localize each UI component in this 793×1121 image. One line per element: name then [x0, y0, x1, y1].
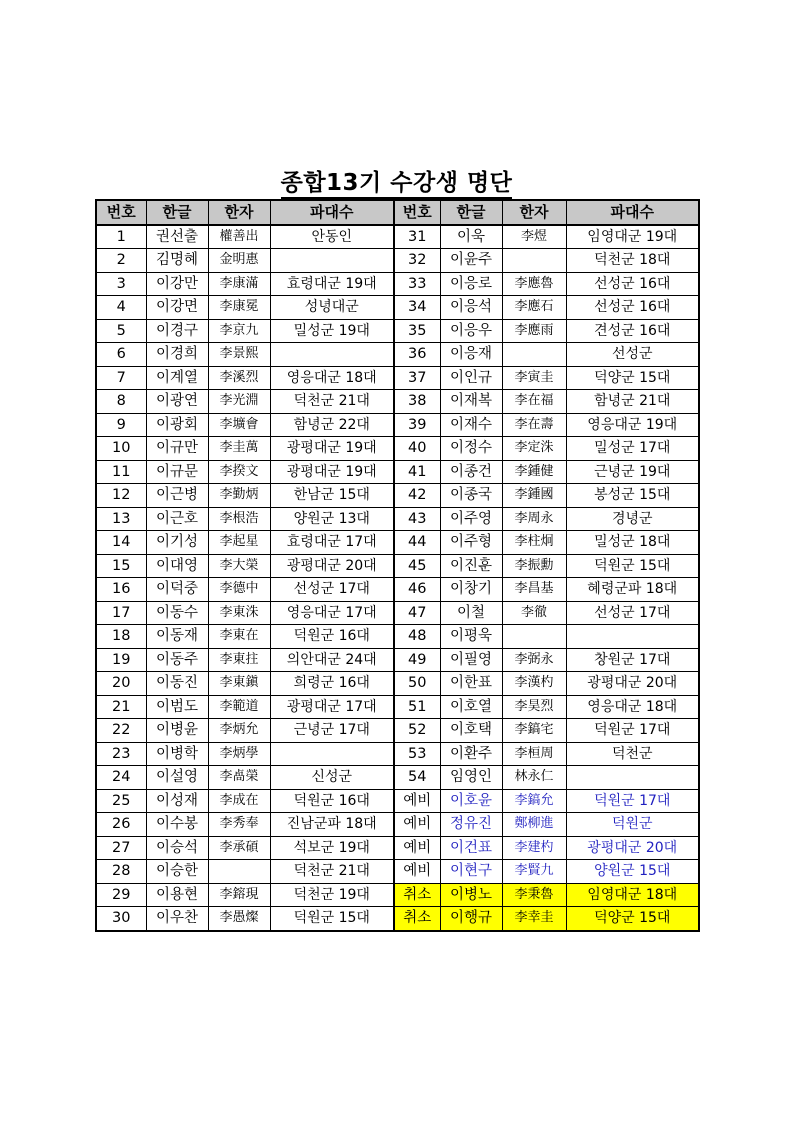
table-row: [96, 366, 699, 390]
left-lineage-cell: 진남군파 18대: [270, 813, 394, 837]
right-lineage-cell: [566, 625, 699, 649]
right-hanja-name-cell: 李昊烈: [502, 695, 566, 719]
left-number-cell: 26: [96, 813, 146, 837]
left-hanja-name-cell: 李溪烈: [208, 366, 270, 390]
left-hanja-name-cell: 李勤炳: [208, 484, 270, 508]
left-number-cell: 18: [96, 625, 146, 649]
left-korean-name-cell: 이근병: [146, 484, 208, 508]
right-number-cell: 44: [394, 531, 440, 555]
right-lineage-cell: 덕양군 15대: [566, 907, 699, 931]
table-row: [96, 343, 699, 367]
left-lineage-cell: 효령대군 19대: [270, 272, 394, 296]
right-lineage-cell: 덕원군 15대: [566, 554, 699, 578]
right-lineage-cell: 경녕군: [566, 507, 699, 531]
right-number-cell: 41: [394, 460, 440, 484]
table-row: [96, 272, 699, 296]
right-lineage-cell: 함녕군 21대: [566, 390, 699, 414]
left-lineage-cell: 성녕대군: [270, 296, 394, 320]
left-korean-name-cell: 이성재: [146, 789, 208, 813]
left-lineage-cell: 안동인: [270, 225, 394, 249]
left-lineage-cell: [270, 249, 394, 273]
header-korean-name: 한글: [440, 200, 502, 225]
right-lineage-cell: 덕천군: [566, 742, 699, 766]
left-korean-name-cell: 이동재: [146, 625, 208, 649]
right-korean-name-cell: 이건표: [440, 836, 502, 860]
table-row: [96, 860, 699, 884]
right-hanja-name-cell: 李鍾國: [502, 484, 566, 508]
left-number-cell: 17: [96, 601, 146, 625]
right-hanja-name-cell: 李應雨: [502, 319, 566, 343]
left-number-cell: 15: [96, 554, 146, 578]
table-row: [96, 742, 699, 766]
header-hanja-name: 한자: [208, 200, 270, 225]
left-korean-name-cell: 이우찬: [146, 907, 208, 931]
left-number-cell: 19: [96, 648, 146, 672]
left-hanja-name-cell: 李壙會: [208, 413, 270, 437]
right-hanja-name-cell: 李寅圭: [502, 366, 566, 390]
right-korean-name-cell: 이필영: [440, 648, 502, 672]
right-hanja-name-cell: 李弼永: [502, 648, 566, 672]
right-lineage-cell: [566, 766, 699, 790]
right-hanja-name-cell: 李周永: [502, 507, 566, 531]
right-lineage-cell: 선성군 16대: [566, 296, 699, 320]
left-hanja-name-cell: 李德中: [208, 578, 270, 602]
right-korean-name-cell: 이호열: [440, 695, 502, 719]
left-korean-name-cell: 이강면: [146, 296, 208, 320]
right-number-cell: 39: [394, 413, 440, 437]
left-number-cell: 28: [96, 860, 146, 884]
left-hanja-name-cell: 李範道: [208, 695, 270, 719]
left-korean-name-cell: 이기성: [146, 531, 208, 555]
right-number-cell: 33: [394, 272, 440, 296]
table-row: [96, 578, 699, 602]
left-hanja-name-cell: 李揆文: [208, 460, 270, 484]
left-hanja-name-cell: 李鎔現: [208, 883, 270, 907]
left-number-cell: 10: [96, 437, 146, 461]
right-number-cell: 50: [394, 672, 440, 696]
right-number-cell: 45: [394, 554, 440, 578]
left-number-cell: 23: [96, 742, 146, 766]
left-korean-name-cell: 이승한: [146, 860, 208, 884]
header-number: 번호: [96, 200, 146, 225]
right-korean-name-cell: 이한표: [440, 672, 502, 696]
left-lineage-cell: [270, 343, 394, 367]
right-number-cell: 예비: [394, 813, 440, 837]
left-korean-name-cell: 이덕중: [146, 578, 208, 602]
table-row: [96, 719, 699, 743]
right-lineage-cell: 선성군: [566, 343, 699, 367]
right-number-cell: 32: [394, 249, 440, 273]
left-korean-name-cell: 이근호: [146, 507, 208, 531]
left-hanja-name-cell: 李景熙: [208, 343, 270, 367]
header-number: 번호: [394, 200, 440, 225]
left-number-cell: 29: [96, 883, 146, 907]
left-number-cell: 9: [96, 413, 146, 437]
right-number-cell: 35: [394, 319, 440, 343]
left-number-cell: 27: [96, 836, 146, 860]
left-hanja-name-cell: 李康滿: [208, 272, 270, 296]
right-number-cell: 예비: [394, 789, 440, 813]
left-korean-name-cell: 이수봉: [146, 813, 208, 837]
right-korean-name-cell: 이종국: [440, 484, 502, 508]
left-hanja-name-cell: [208, 860, 270, 884]
table-row: [96, 695, 699, 719]
left-lineage-cell: 양원군 13대: [270, 507, 394, 531]
left-number-cell: 1: [96, 225, 146, 249]
right-hanja-name-cell: 李應石: [502, 296, 566, 320]
right-number-cell: 47: [394, 601, 440, 625]
right-korean-name-cell: 이병노: [440, 883, 502, 907]
right-korean-name-cell: 이호윤: [440, 789, 502, 813]
right-lineage-cell: 덕양군 15대: [566, 366, 699, 390]
left-lineage-cell: 희령군 16대: [270, 672, 394, 696]
left-korean-name-cell: 이승석: [146, 836, 208, 860]
left-number-cell: 3: [96, 272, 146, 296]
right-hanja-name-cell: [502, 625, 566, 649]
left-number-cell: 4: [96, 296, 146, 320]
right-number-cell: 40: [394, 437, 440, 461]
left-lineage-cell: 효령대군 17대: [270, 531, 394, 555]
right-korean-name-cell: 이철: [440, 601, 502, 625]
right-lineage-cell: 근녕군 19대: [566, 460, 699, 484]
right-korean-name-cell: 이응로: [440, 272, 502, 296]
left-korean-name-cell: 이동진: [146, 672, 208, 696]
left-hanja-name-cell: 李秀奉: [208, 813, 270, 837]
right-korean-name-cell: 이행규: [440, 907, 502, 931]
right-number-cell: 취소: [394, 883, 440, 907]
right-number-cell: 42: [394, 484, 440, 508]
left-hanja-name-cell: 李圭萬: [208, 437, 270, 461]
right-korean-name-cell: 이재수: [440, 413, 502, 437]
left-hanja-name-cell: 李成在: [208, 789, 270, 813]
table-row: [96, 883, 699, 907]
right-number-cell: 예비: [394, 836, 440, 860]
right-number-cell: 53: [394, 742, 440, 766]
right-number-cell: 54: [394, 766, 440, 790]
left-lineage-cell: 의안대군 24대: [270, 648, 394, 672]
left-hanja-name-cell: 李東在: [208, 625, 270, 649]
right-korean-name-cell: 이주영: [440, 507, 502, 531]
left-korean-name-cell: 김명혜: [146, 249, 208, 273]
right-hanja-name-cell: [502, 343, 566, 367]
right-korean-name-cell: 이종건: [440, 460, 502, 484]
table-row: [96, 625, 699, 649]
left-korean-name-cell: 이범도: [146, 695, 208, 719]
right-number-cell: 51: [394, 695, 440, 719]
left-lineage-cell: 덕원군 16대: [270, 789, 394, 813]
right-korean-name-cell: 이창기: [440, 578, 502, 602]
right-lineage-cell: 덕원군 17대: [566, 719, 699, 743]
left-number-cell: 5: [96, 319, 146, 343]
right-lineage-cell: 양원군 15대: [566, 860, 699, 884]
table-row: [96, 648, 699, 672]
right-korean-name-cell: 이욱: [440, 225, 502, 249]
right-korean-name-cell: 이응석: [440, 296, 502, 320]
right-korean-name-cell: 이환주: [440, 742, 502, 766]
right-korean-name-cell: 이정수: [440, 437, 502, 461]
table-row: [96, 437, 699, 461]
right-korean-name-cell: 이인규: [440, 366, 502, 390]
table-row: [96, 813, 699, 837]
left-number-cell: 6: [96, 343, 146, 367]
left-lineage-cell: 영응대군 18대: [270, 366, 394, 390]
right-hanja-name-cell: 李振勳: [502, 554, 566, 578]
left-number-cell: 30: [96, 907, 146, 931]
right-lineage-cell: 광평대군 20대: [566, 672, 699, 696]
left-korean-name-cell: 이계열: [146, 366, 208, 390]
left-lineage-cell: 덕천군 21대: [270, 860, 394, 884]
right-korean-name-cell: 이현구: [440, 860, 502, 884]
right-lineage-cell: 밀성군 18대: [566, 531, 699, 555]
left-korean-name-cell: 이병윤: [146, 719, 208, 743]
table-row: [96, 554, 699, 578]
table-row: [96, 413, 699, 437]
left-number-cell: 21: [96, 695, 146, 719]
right-lineage-cell: 광평대군 20대: [566, 836, 699, 860]
right-number-cell: 37: [394, 366, 440, 390]
right-number-cell: 49: [394, 648, 440, 672]
table-row: [96, 296, 699, 320]
left-korean-name-cell: 이병학: [146, 742, 208, 766]
left-lineage-cell: 광평대군 19대: [270, 437, 394, 461]
right-hanja-name-cell: 李漢杓: [502, 672, 566, 696]
header-lineage: 파대수: [270, 200, 394, 225]
right-korean-name-cell: 이호택: [440, 719, 502, 743]
table-row: [96, 249, 699, 273]
left-lineage-cell: 신성군: [270, 766, 394, 790]
table-row: [96, 484, 699, 508]
table-row: [96, 390, 699, 414]
left-number-cell: 25: [96, 789, 146, 813]
right-lineage-cell: 선성군 16대: [566, 272, 699, 296]
table-row: [96, 601, 699, 625]
left-hanja-name-cell: 李愚燦: [208, 907, 270, 931]
right-lineage-cell: 혜령군파 18대: [566, 578, 699, 602]
left-lineage-cell: 광평대군 20대: [270, 554, 394, 578]
right-number-cell: 48: [394, 625, 440, 649]
right-hanja-name-cell: 李鎬宅: [502, 719, 566, 743]
right-korean-name-cell: 이응재: [440, 343, 502, 367]
left-korean-name-cell: 이용현: [146, 883, 208, 907]
left-lineage-cell: 함녕군 22대: [270, 413, 394, 437]
right-number-cell: 34: [394, 296, 440, 320]
left-hanja-name-cell: 李康冕: [208, 296, 270, 320]
left-lineage-cell: 선성군 17대: [270, 578, 394, 602]
right-number-cell: 46: [394, 578, 440, 602]
left-korean-name-cell: 이규문: [146, 460, 208, 484]
left-number-cell: 22: [96, 719, 146, 743]
right-hanja-name-cell: 李徹: [502, 601, 566, 625]
left-lineage-cell: 석보군 19대: [270, 836, 394, 860]
left-lineage-cell: 한남군 15대: [270, 484, 394, 508]
right-hanja-name-cell: 李鎬允: [502, 789, 566, 813]
left-lineage-cell: 밀성군 19대: [270, 319, 394, 343]
left-hanja-name-cell: 李根浩: [208, 507, 270, 531]
header-lineage: 파대수: [566, 200, 699, 225]
right-number-cell: 38: [394, 390, 440, 414]
right-hanja-name-cell: 李煜: [502, 225, 566, 249]
left-hanja-name-cell: 李卨榮: [208, 766, 270, 790]
left-korean-name-cell: 이광회: [146, 413, 208, 437]
left-number-cell: 12: [96, 484, 146, 508]
left-number-cell: 2: [96, 249, 146, 273]
right-hanja-name-cell: 李賢九: [502, 860, 566, 884]
right-hanja-name-cell: 李在壽: [502, 413, 566, 437]
left-lineage-cell: 덕원군 16대: [270, 625, 394, 649]
left-korean-name-cell: 이설영: [146, 766, 208, 790]
table-row: [96, 836, 699, 860]
right-lineage-cell: 영응대군 19대: [566, 413, 699, 437]
left-number-cell: 16: [96, 578, 146, 602]
roster-body: [96, 225, 699, 931]
left-hanja-name-cell: 李炳學: [208, 742, 270, 766]
right-number-cell: 31: [394, 225, 440, 249]
right-hanja-name-cell: 鄭柳進: [502, 813, 566, 837]
left-hanja-name-cell: 李炳允: [208, 719, 270, 743]
left-lineage-cell: 광평대군 19대: [270, 460, 394, 484]
header-hanja-name: 한자: [502, 200, 566, 225]
left-lineage-cell: 덕원군 15대: [270, 907, 394, 931]
left-lineage-cell: 영응대군 17대: [270, 601, 394, 625]
left-lineage-cell: 광평대군 17대: [270, 695, 394, 719]
left-lineage-cell: 근녕군 17대: [270, 719, 394, 743]
right-korean-name-cell: 이응우: [440, 319, 502, 343]
left-number-cell: 7: [96, 366, 146, 390]
table-row: [96, 766, 699, 790]
table-row: [96, 319, 699, 343]
right-lineage-cell: 덕천군 18대: [566, 249, 699, 273]
right-hanja-name-cell: 李昌基: [502, 578, 566, 602]
right-lineage-cell: 선성군 17대: [566, 601, 699, 625]
right-hanja-name-cell: 李定洙: [502, 437, 566, 461]
right-hanja-name-cell: 李柱炯: [502, 531, 566, 555]
right-hanja-name-cell: 李在福: [502, 390, 566, 414]
left-lineage-cell: 덕천군 21대: [270, 390, 394, 414]
roster-table: [95, 199, 700, 932]
right-korean-name-cell: 이평욱: [440, 625, 502, 649]
table-row: [96, 460, 699, 484]
left-korean-name-cell: 이규만: [146, 437, 208, 461]
right-lineage-cell: 창원군 17대: [566, 648, 699, 672]
right-hanja-name-cell: 李秉魯: [502, 883, 566, 907]
left-hanja-name-cell: 李起星: [208, 531, 270, 555]
right-lineage-cell: 봉성군 15대: [566, 484, 699, 508]
right-hanja-name-cell: 李建杓: [502, 836, 566, 860]
left-korean-name-cell: 이경희: [146, 343, 208, 367]
left-hanja-name-cell: 李東鎭: [208, 672, 270, 696]
right-hanja-name-cell: [502, 249, 566, 273]
header-row: [96, 200, 699, 225]
right-lineage-cell: 견성군 16대: [566, 319, 699, 343]
left-hanja-name-cell: 李東洙: [208, 601, 270, 625]
left-number-cell: 24: [96, 766, 146, 790]
left-number-cell: 8: [96, 390, 146, 414]
right-number-cell: 52: [394, 719, 440, 743]
left-number-cell: 20: [96, 672, 146, 696]
right-number-cell: 43: [394, 507, 440, 531]
table-row: [96, 507, 699, 531]
right-lineage-cell: 임영대군 18대: [566, 883, 699, 907]
left-lineage-cell: [270, 742, 394, 766]
left-korean-name-cell: 이대영: [146, 554, 208, 578]
left-lineage-cell: 덕천군 19대: [270, 883, 394, 907]
left-korean-name-cell: 이동수: [146, 601, 208, 625]
left-hanja-name-cell: 李東拄: [208, 648, 270, 672]
right-lineage-cell: 임영대군 19대: [566, 225, 699, 249]
right-korean-name-cell: 이윤주: [440, 249, 502, 273]
left-korean-name-cell: 이동주: [146, 648, 208, 672]
table-row: [96, 789, 699, 813]
right-hanja-name-cell: 李桓周: [502, 742, 566, 766]
left-number-cell: 14: [96, 531, 146, 555]
table-row: [96, 225, 699, 249]
right-korean-name-cell: 이재복: [440, 390, 502, 414]
right-korean-name-cell: 임영인: [440, 766, 502, 790]
left-number-cell: 13: [96, 507, 146, 531]
left-korean-name-cell: 이강만: [146, 272, 208, 296]
left-hanja-name-cell: 李大榮: [208, 554, 270, 578]
left-hanja-name-cell: 李京九: [208, 319, 270, 343]
right-number-cell: 취소: [394, 907, 440, 931]
left-korean-name-cell: 이광연: [146, 390, 208, 414]
page-title-text: 종합13기 수강생 명단: [281, 170, 513, 199]
header-korean-name: 한글: [146, 200, 208, 225]
right-korean-name-cell: 이주형: [440, 531, 502, 555]
left-hanja-name-cell: 李光淵: [208, 390, 270, 414]
left-korean-name-cell: 권선출: [146, 225, 208, 249]
right-korean-name-cell: 이진훈: [440, 554, 502, 578]
right-number-cell: 36: [394, 343, 440, 367]
left-number-cell: 11: [96, 460, 146, 484]
right-hanja-name-cell: 李鍾健: [502, 460, 566, 484]
right-lineage-cell: 덕원군: [566, 813, 699, 837]
right-hanja-name-cell: 林永仁: [502, 766, 566, 790]
right-hanja-name-cell: 李幸圭: [502, 907, 566, 931]
left-hanja-name-cell: 金明惠: [208, 249, 270, 273]
right-number-cell: 예비: [394, 860, 440, 884]
left-hanja-name-cell: 權善出: [208, 225, 270, 249]
right-korean-name-cell: 정유진: [440, 813, 502, 837]
right-lineage-cell: 영응대군 18대: [566, 695, 699, 719]
table-row: [96, 672, 699, 696]
right-lineage-cell: 밀성군 17대: [566, 437, 699, 461]
left-hanja-name-cell: 李承碩: [208, 836, 270, 860]
right-lineage-cell: 덕원군 17대: [566, 789, 699, 813]
right-hanja-name-cell: 李應魯: [502, 272, 566, 296]
page-title: [0, 164, 793, 197]
table-row: [96, 531, 699, 555]
table-row: [96, 907, 699, 931]
left-korean-name-cell: 이경구: [146, 319, 208, 343]
